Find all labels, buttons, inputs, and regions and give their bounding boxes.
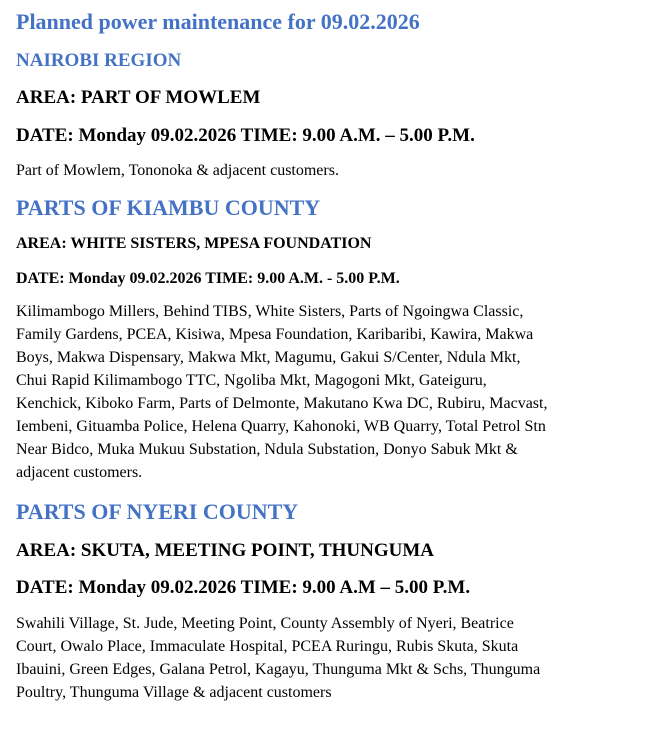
affected-areas-line: Part of Mowlem, Tononoka & adjacent customers. (16, 162, 339, 179)
affected-areas-mowlem (16, 159, 656, 182)
affected-areas-line: Kenchick, Kiboko Farm, Parts of Delmonte, Makutano Kwa DC, Rubiru, Macvast, (16, 395, 548, 412)
affected-areas-line: Swahili Village, St. Jude, Meeting Point, County Assembly of Nyeri, Beatrice (16, 615, 514, 632)
area-heading-nyeri: AREA: SKUTA, MEETING POINT, THUNGUMA (16, 540, 435, 561)
area-heading-mowlem: AREA: PART OF MOWLEM (16, 87, 261, 108)
area-heading-kiambu: AREA: WHITE SISTERS, MPESA FOUNDATION (16, 235, 372, 252)
affected-areas-line: Poultry, Thunguma Village & adjacent customers (16, 684, 332, 701)
affected-areas-line: Court, Owalo Place, Immaculate Hospital, PCEA Ruringu, Rubis Skuta, Skuta (16, 638, 519, 655)
affected-areas-kiambu (16, 300, 656, 484)
affected-areas-line: adjacent customers. (16, 464, 143, 481)
county-heading-kiambu: PARTS OF KIAMBU COUNTY (16, 195, 321, 220)
affected-areas-line: Family Gardens, PCEA, Kisiwa, Mpesa Foundation, Karibaribi, Kawira, Makwa (16, 326, 534, 343)
region-heading: NAIROBI REGION (16, 50, 182, 71)
date-time-nyeri: DATE: Monday 09.02.2026 TIME: 9.00 A.M – 5.00 P.M. (16, 577, 471, 598)
date-time-mowlem: DATE: Monday 09.02.2026 TIME: 9.00 A.M. – 5.00 P.M. (16, 125, 475, 146)
affected-areas-line: Iembeni, Gituamba Police, Helena Quarry, Kahonoki, WB Quarry, Total Petrol Stn (16, 418, 546, 435)
date-time-kiambu: DATE: Monday 09.02.2026 TIME: 9.00 A.M. - 5.00 P.M. (16, 270, 400, 287)
affected-areas-line: Ibauini, Green Edges, Galana Petrol, Kagayu, Thunguma Mkt & Schs, Thunguma (16, 661, 541, 678)
affected-areas-line: Chui Rapid Kilimambogo TTC, Ngoliba Mkt, Magogoni Mkt, Gateiguru, (16, 372, 487, 389)
affected-areas-line: Kilimambogo Millers, Behind TIBS, White Sisters, Parts of Ngoingwa Classic, (16, 303, 524, 320)
page-title: Planned power maintenance for 09.02.2026 (16, 9, 420, 34)
affected-areas-line: Near Bidco, Muka Mukuu Substation, Ndula Substation, Donyo Sabuk Mkt & (16, 441, 518, 458)
affected-areas-nyeri (16, 612, 656, 704)
affected-areas-line: Boys, Makwa Dispensary, Makwa Mkt, Magumu, Gakui S/Center, Ndula Mkt, (16, 349, 521, 366)
county-heading-nyeri: PARTS OF NYERI COUNTY (16, 499, 299, 524)
